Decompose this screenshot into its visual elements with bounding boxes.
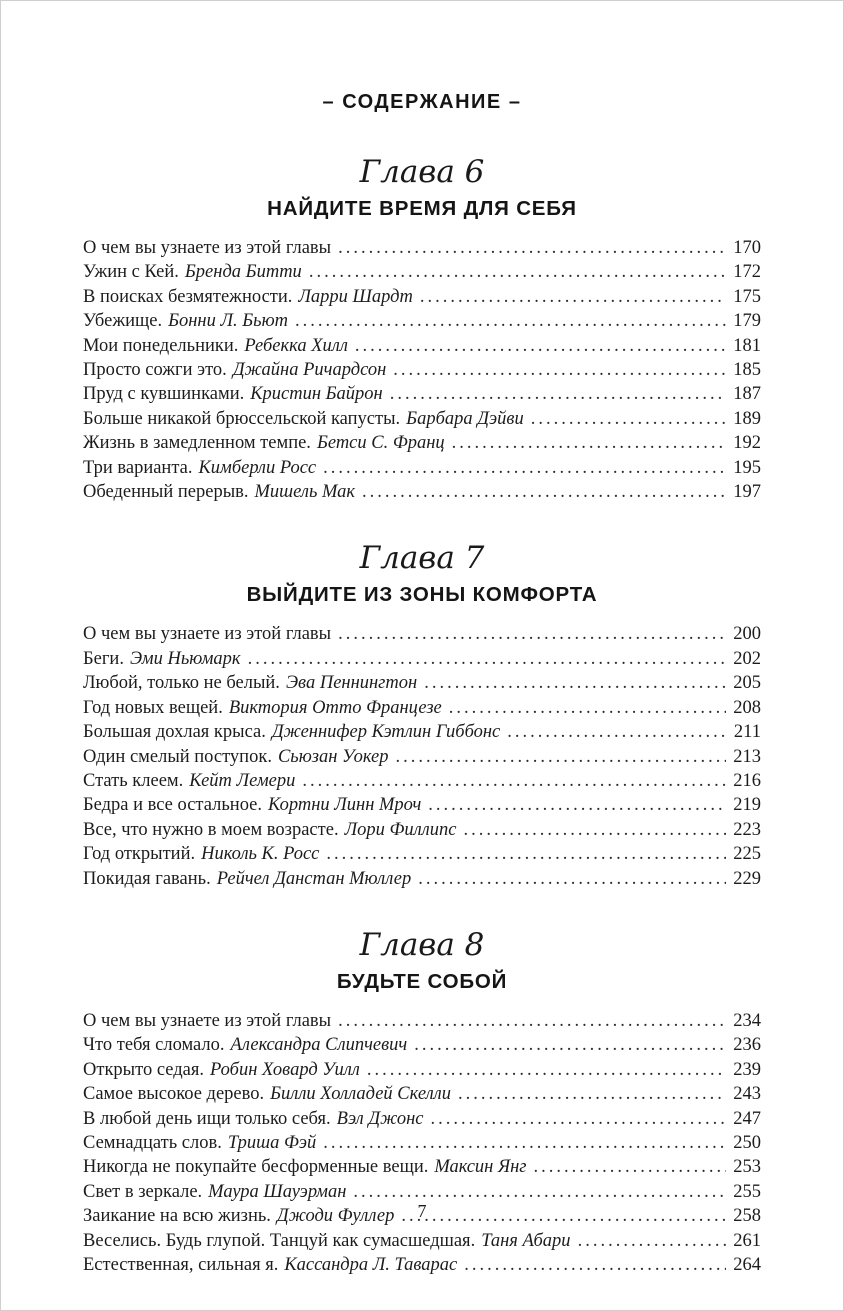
dot-leader — [396, 745, 726, 769]
entry-page: 211 — [733, 722, 761, 743]
entry-title-text: Никогда не покупайте бесформенные вещи. — [83, 1157, 429, 1178]
entry-author: Триша Фэй — [227, 1132, 317, 1153]
toc-entry — [83, 456, 761, 480]
entry-author: Дженнифер Кэтлин Гиббонс — [271, 722, 501, 743]
entry-title-text: Обеденный перерыв. — [83, 482, 249, 503]
entry-page: 197 — [733, 482, 761, 503]
entry-title-text: Семнадцать слов. — [83, 1132, 222, 1153]
entry-title-text: Что тебя сломало. — [83, 1035, 225, 1056]
dot-leader — [534, 1155, 726, 1179]
entry-author: Эми Ньюмарк — [129, 648, 241, 669]
dot-leader — [420, 285, 726, 309]
toc-entry — [83, 1082, 761, 1106]
entry-page: 234 — [733, 1010, 761, 1031]
entry-title — [83, 1107, 424, 1131]
entry-title — [83, 1082, 451, 1106]
toc-entry — [83, 842, 761, 866]
dot-leader — [531, 407, 726, 431]
chapter-subtitle: ВЫЙДИТЕ ИЗ ЗОНЫ КОМФОРТА — [246, 583, 598, 607]
entry-title-text: Открыто седая. — [83, 1059, 204, 1080]
entry-title-text: Один смелый поступок. — [83, 746, 272, 767]
entry-title-text: Заикание на всю жизнь. — [83, 1206, 271, 1227]
entry-page: 253 — [733, 1157, 761, 1178]
entry-page: 172 — [733, 262, 761, 283]
dot-leader — [449, 696, 726, 720]
entry-title — [83, 260, 302, 284]
entry-author: Джайна Ричардсон — [232, 360, 387, 381]
entry-author: Кассандра Л. Таварас — [284, 1255, 458, 1275]
entry-page: 258 — [733, 1206, 761, 1227]
entry-title-text: Пруд с кувшинками. — [83, 384, 245, 405]
entry-page: 200 — [733, 624, 761, 645]
entry-author: Кристин Байрон — [250, 384, 383, 405]
chapter-heading: Глава 8 — [359, 926, 485, 963]
entry-title-text: Год новых вещей. — [83, 697, 223, 718]
toc-entry — [83, 480, 761, 504]
toc-entry — [83, 285, 761, 309]
chapter-heading: Глава 7 — [359, 540, 485, 577]
entry-page: 205 — [733, 673, 761, 694]
chapters-container — [83, 154, 761, 1277]
toc-entry — [83, 696, 761, 720]
toc-entry — [83, 1131, 761, 1155]
dot-leader — [338, 236, 726, 260]
dot-leader — [393, 358, 726, 382]
entry-title — [83, 1253, 457, 1277]
entry-page: 236 — [733, 1035, 761, 1056]
toc-entry — [83, 309, 761, 333]
entry-author: Николь К. Росс — [201, 844, 320, 865]
toc-entry — [83, 867, 761, 891]
dot-leader — [463, 818, 726, 842]
toc-entry — [83, 431, 761, 455]
entry-title-text: Ужин с Кей. — [83, 262, 179, 283]
chapter-subtitle: НАЙДИТЕ ВРЕМЯ ДЛЯ СЕБЯ — [267, 197, 577, 220]
entry-title-text: Бедра и все остальное. — [83, 795, 263, 816]
toc-entry — [83, 1009, 761, 1033]
entry-title — [83, 842, 319, 866]
toc-entry — [83, 1033, 761, 1057]
entry-author: Барбара Дэйви — [406, 408, 524, 429]
entry-page: 225 — [733, 844, 761, 865]
entry-page: 189 — [733, 408, 761, 429]
toc-entry — [83, 1229, 761, 1253]
chapter-subtitle: БУДЬТЕ СОБОЙ — [336, 969, 508, 993]
entry-page: 175 — [733, 286, 761, 307]
entry-title-text: Убежище. — [83, 311, 163, 332]
entry-author: Сьюзан Уокер — [277, 746, 389, 767]
entry-author: Александра Слипчевич — [230, 1035, 408, 1056]
dot-leader — [367, 1058, 726, 1082]
dot-leader — [507, 720, 726, 744]
chapter-entries — [83, 622, 761, 890]
entry-page: 250 — [733, 1132, 761, 1153]
entry-author: Джоди Фуллер — [276, 1206, 395, 1227]
toc-title: – СОДЕРЖАНИЕ – — [322, 91, 522, 113]
entry-page: 229 — [733, 868, 761, 889]
entry-page: 243 — [733, 1084, 761, 1105]
dot-leader — [431, 1107, 727, 1131]
dot-leader — [428, 793, 726, 817]
entry-author: Виктория Отто Францезе — [228, 697, 442, 718]
entry-title — [83, 382, 383, 406]
entry-title-text: В поисках безмятежности. — [83, 286, 293, 307]
toc-entry — [83, 745, 761, 769]
entry-author: Кейт Лемери — [189, 770, 296, 791]
chapter-section — [83, 154, 761, 504]
entry-page: 264 — [733, 1255, 761, 1275]
entry-title-text: О чем вы узнаете из этой главы — [83, 238, 332, 258]
entry-title — [83, 456, 316, 480]
entry-page: 239 — [733, 1059, 761, 1080]
dot-leader — [390, 382, 726, 406]
entry-page: 192 — [733, 433, 761, 454]
entry-title-text: Покидая гавань. — [83, 868, 211, 889]
entry-author: Билли Холладей Скелли — [270, 1084, 451, 1105]
dot-leader — [309, 260, 726, 284]
chapter-heading: Глава 6 — [359, 154, 485, 190]
toc-entry — [83, 671, 761, 695]
chapter-section — [83, 540, 761, 890]
dot-leader — [362, 480, 726, 504]
dot-leader — [464, 1253, 726, 1277]
toc-entry — [83, 818, 761, 842]
entry-title-text: Просто сожги это. — [83, 360, 227, 381]
entry-title-text: Мои понедельники. — [83, 335, 239, 356]
entry-author: Маура Шауэрман — [208, 1181, 347, 1202]
toc-entry — [83, 407, 761, 431]
entry-title — [83, 1058, 360, 1082]
entry-title — [83, 769, 295, 793]
entry-title — [83, 745, 389, 769]
entry-title — [83, 358, 386, 382]
entry-author: Робин Ховард Уилл — [210, 1059, 360, 1080]
chapter-section — [83, 927, 761, 1277]
entry-title-text: Беги. — [83, 648, 124, 669]
entry-title-text: Стать клеем. — [83, 770, 184, 791]
entry-title — [83, 480, 355, 504]
entry-title-text: В любой день ищи только себя. — [83, 1108, 331, 1129]
entry-page: 179 — [733, 311, 761, 332]
dot-leader — [424, 671, 726, 695]
dot-leader — [323, 456, 726, 480]
entry-title — [83, 334, 348, 358]
entry-title-text: Самое высокое дерево. — [83, 1084, 265, 1105]
entry-title-text: Три варианта. — [83, 457, 193, 478]
entry-title — [83, 407, 524, 431]
dot-leader — [418, 867, 726, 891]
entry-author: Вэл Джонс — [336, 1108, 424, 1129]
entry-title — [83, 431, 445, 455]
entry-page: 185 — [733, 360, 761, 381]
entry-title-text: Жизнь в замедленном темпе. — [83, 433, 311, 454]
entry-author: Таня Абари — [481, 1230, 571, 1251]
toc-entry — [83, 720, 761, 744]
entry-page: 181 — [733, 335, 761, 356]
toc-entry — [83, 793, 761, 817]
entry-title — [83, 1131, 316, 1155]
entry-title-text: Все, что нужно в моем возрасте. — [83, 819, 339, 840]
entry-title — [83, 1155, 527, 1179]
entry-author: Максин Янг — [434, 1157, 527, 1178]
entry-author: Бетси С. Франц — [316, 433, 445, 454]
entry-page: 213 — [733, 746, 761, 767]
dot-leader — [452, 431, 726, 455]
toc-entry — [83, 260, 761, 284]
dot-leader — [295, 309, 726, 333]
entry-title — [83, 622, 331, 646]
entry-title-text: Год открытий. — [83, 844, 196, 865]
toc-entry — [83, 382, 761, 406]
toc-entry — [83, 334, 761, 358]
toc-entry — [83, 1107, 761, 1131]
entry-page: 219 — [733, 795, 761, 816]
toc-entry — [83, 1253, 761, 1277]
entry-page: 247 — [733, 1108, 761, 1129]
entry-author: Кимберли Росс — [198, 457, 317, 478]
dot-leader — [338, 622, 726, 646]
toc-entry — [83, 358, 761, 382]
dot-leader — [248, 647, 726, 671]
entry-title — [83, 793, 421, 817]
toc-entry — [83, 769, 761, 793]
dot-leader — [414, 1033, 726, 1057]
entry-author: Эва Пеннингтон — [285, 673, 418, 694]
toc-entry — [83, 236, 761, 260]
entry-title-text: Естественная, сильная я. — [83, 1255, 279, 1275]
entry-author: Бонни Л. Бьют — [168, 311, 288, 332]
entry-title-text: О чем вы узнаете из этой главы — [83, 624, 332, 645]
entry-page: 255 — [733, 1181, 761, 1202]
toc-entry — [83, 622, 761, 646]
entry-page: 187 — [733, 384, 761, 405]
entry-author: Бренда Битти — [184, 262, 302, 283]
entry-page: 223 — [733, 819, 761, 840]
entry-title — [83, 309, 288, 333]
entry-page: 216 — [733, 770, 761, 791]
entry-title — [83, 696, 442, 720]
entry-title — [83, 1009, 331, 1033]
entry-author: Ларри Шардт — [298, 286, 413, 307]
dot-leader — [458, 1082, 726, 1106]
entry-title-text: Больше никакой брюссельской капусты. — [83, 408, 401, 429]
toc-entry — [83, 1058, 761, 1082]
entry-title — [83, 867, 411, 891]
chapter-entries — [83, 1009, 761, 1277]
entry-title-text: Любой, только не белый. — [83, 673, 280, 694]
dot-leader — [326, 842, 726, 866]
entry-author: Рейчел Данстан Мюллер — [216, 868, 412, 889]
entry-title — [83, 647, 241, 671]
entry-author: Кортни Линн Мроч — [268, 795, 422, 816]
toc-entry — [83, 1155, 761, 1179]
entry-title-text: Веселись. Будь глупой. Танцуй как сумасшедшая. — [83, 1230, 476, 1251]
toc-entry — [83, 647, 761, 671]
entry-page: 208 — [733, 697, 761, 718]
entry-title-text: О чем вы узнаете из этой главы — [83, 1010, 332, 1031]
entry-title — [83, 1033, 407, 1057]
page-number: 7 — [417, 1201, 427, 1221]
entry-title — [83, 720, 500, 744]
chapter-entries — [83, 236, 761, 504]
entry-page: 202 — [733, 648, 761, 669]
entry-author: Лори Филлипс — [344, 819, 457, 840]
entry-title — [83, 671, 417, 695]
entry-title-text: Большая дохлая крыса. — [83, 722, 266, 743]
entry-title — [83, 1229, 571, 1253]
dot-leader — [302, 769, 726, 793]
dot-leader — [323, 1131, 726, 1155]
dot-leader — [355, 334, 726, 358]
entry-title — [83, 236, 331, 260]
dot-leader — [578, 1229, 726, 1253]
entry-author: Ребекка Хилл — [244, 335, 348, 356]
entry-page: 195 — [733, 457, 761, 478]
entry-page: 170 — [733, 238, 761, 258]
entry-page: 261 — [733, 1230, 761, 1251]
entry-title — [83, 285, 413, 309]
entry-title — [83, 818, 456, 842]
dot-leader — [338, 1009, 726, 1033]
entry-author: Мишель Мак — [254, 482, 356, 503]
entry-title-text: Свет в зеркале. — [83, 1181, 203, 1202]
